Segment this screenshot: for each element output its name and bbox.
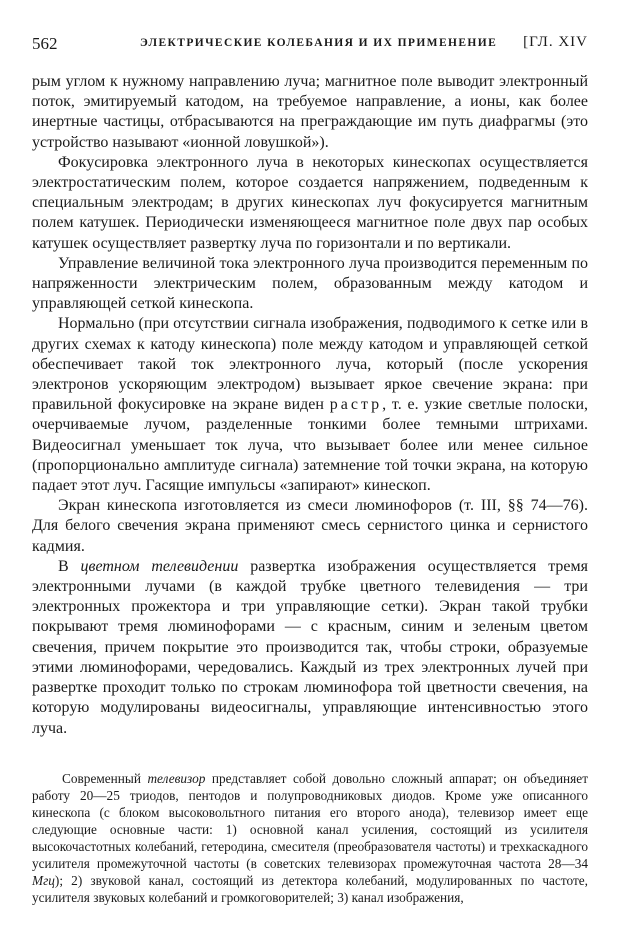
color-tv-term: цветном телевидении	[80, 557, 239, 575]
paragraph-normal-mode-part-1: Нормально (при отсутствии сигнала изображения, подводимого к сетке или в других схемах к катоду кинескопа) поле между катодом и управляющей сеткой обеспечивает такой ток электронного луча, который (после ускорения электронов ускоряющим электродом) вызывает яркое свечение экрана: при правильной фокусировке на экране виден	[32, 315, 588, 414]
tv-term: телевизор	[147, 771, 206, 786]
note-body: представляет собой довольно сложный аппарат; он объединяет работу 20—25 триодов, пентодов и полупроводниковых диодов. Кроме уже описанного кинескопа (с блоком высоковольтного питания его второго анода), телевизор имеет еще следующие основные части: 1) основной канал усиления, состоящий из усилителя высокочастотных колебаний, гетеродина, смесителя (преобразователя частоты) и трехкаскадного усилителя промежуточной частоты (в советских телевизорах промежуточная частота 28—34	[32, 771, 589, 871]
paragraph-color-tv-rest: развертка изображения осуществляется тремя электронными лучами (в каждой трубке цветного телевидения — три электронных прожектора и три управляющие сетки). Экран такой трубки покрывают тремя люминофорами — с красным, синим и зеленым цветом свечения, причем покрытие это производится так, чтобы строки, образуемые этими люминофорами, чередовались. Каждый из трех электронных лучей при развертке проходит только по строкам люминофора той цветности свечения, на которую модулированы видеосигналы, управляющие интенсивностью этого луча.	[32, 557, 589, 737]
paragraph-screen-phosphor: Экран кинескопа изготовляется из смеси люминофоров (т. III, §§ 74—76). Для белого свечения экрана применяют смесь сернистого цинка и сернистого кадмия.	[32, 497, 588, 555]
paragraph-ion-trap: рым углом к нужному направлению луча; магнитное поле выводит электронный поток, эмитируемый катодом, на требуемое направление, а ионы, как более инертные частицы, отбрасываются на преграждающие им путь диафрагмы (это устройство называют «ионной ловушкой»).	[32, 73, 588, 151]
paragraph-normal-mode-part-2: , т. е. узкие светлые полоски, очерчиваемые лучом, разделенные тонкими более темными штрихами. Видеосигнал уменьшает ток луча, что вызывает более или менее сильное (пропорционально амплитуде сигнала) затемнение той точки экрана, на которую падает этот луч. Гасящие импульсы «запирают» кинескоп.	[32, 396, 588, 495]
running-header	[32, 34, 588, 58]
raster-term: растр	[329, 396, 383, 414]
note-paragraph	[32, 770, 588, 906]
chapter-reference: [ГЛ. XIV	[523, 34, 588, 50]
paragraph-color-tv-start: В	[58, 557, 69, 575]
paragraph-color-tv	[32, 557, 588, 739]
main-text	[32, 72, 588, 739]
note-end: ); 2) звуковой канал, состоящий из детектора колебаний, модулированных по частоте, усилителя звуковых колебаний и громкоговорителей; 3) канал изображения,	[32, 873, 588, 905]
paragraph-focusing: Фокусировка электронного луча в некоторых кинескопах осуществляется электростатическим полем, которое создается напряжением, подведенным к специальным электродам; в других кинескопах луч фокусируется магнитным полем катушек. Периодически изменяющееся магнитное поле двух пар особых катушек осуществляет развертку луча по горизонтали и по вертикали.	[32, 153, 588, 252]
mhz-unit: Мгц	[32, 873, 55, 888]
note-start: Современный	[62, 771, 141, 786]
small-print-note	[32, 770, 588, 906]
page-number: 562	[32, 34, 58, 53]
running-title: ЭЛЕКТРИЧЕСКИЕ КОЛЕБАНИЯ И ИХ ПРИМЕНЕНИЕ	[140, 37, 498, 49]
paragraph-normal-mode	[32, 314, 588, 496]
paragraph-beam-control: Управление величиной тока электронного луча производится переменным по напряженности электрическим полем, образованным между катодом и управляющей сеткой кинескопа.	[32, 254, 588, 313]
